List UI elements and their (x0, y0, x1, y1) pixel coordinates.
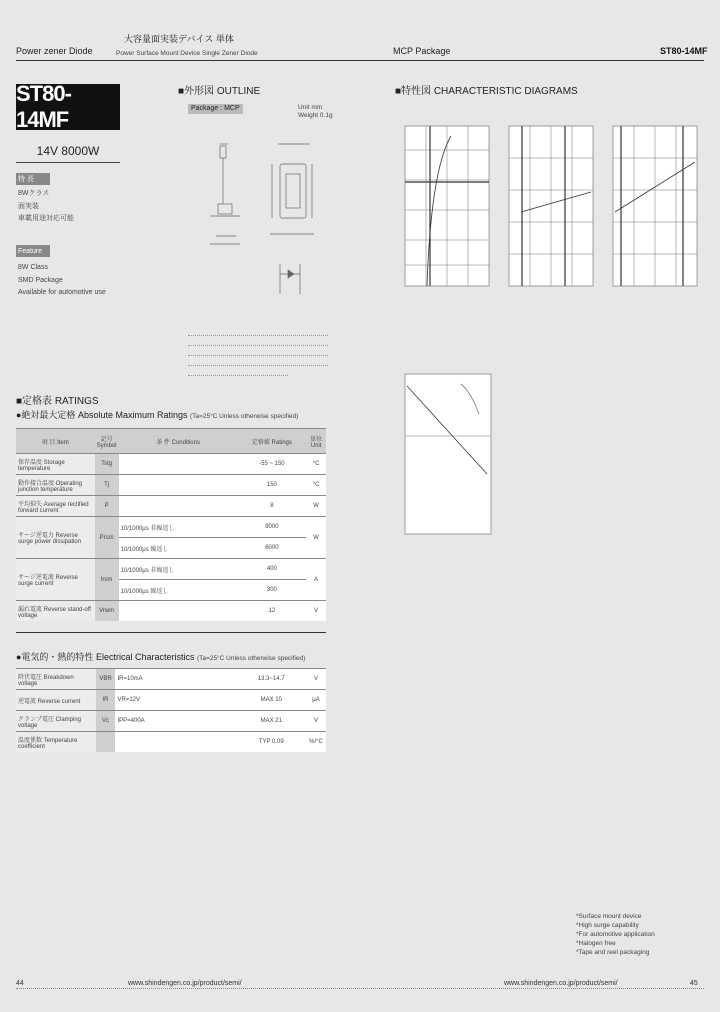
row-conditions (119, 454, 238, 475)
outline-drawing (180, 124, 330, 314)
row-value: 8000 (238, 517, 307, 538)
characteristics-title (395, 82, 578, 97)
features-jp-label: 特 長 (16, 173, 50, 185)
feature-jp-item: 8Wクラス (18, 190, 50, 197)
ratings-title-jp: ■定格表 (16, 396, 53, 407)
outline-unit-note: Unit mm (298, 104, 323, 111)
header-unit: 単位 Unit (306, 429, 326, 454)
row-conditions: 10/1000μs 繰返し (119, 538, 238, 559)
ratings-title (16, 392, 99, 407)
row-value: 6000 (238, 538, 307, 559)
row-symbol: VBR (96, 669, 116, 690)
header-item: 項 目 Item (16, 429, 95, 454)
footer-url-right[interactable]: www.shindengen.co.jp/product/semi/ (504, 980, 618, 987)
abs-max-title-jp: ●絶対最大定格 (16, 410, 76, 420)
outline-title-en: OUTLINE (216, 86, 261, 97)
row-unit: %/°C (306, 732, 326, 753)
footnote: *Tape and reel packaging (576, 949, 650, 956)
feature-en-item: SMD Package (18, 276, 63, 284)
table-row (16, 732, 326, 753)
header-conditions: 条 件 Conditions (119, 429, 238, 454)
row-conditions: IPP=400A (115, 711, 236, 732)
outline-weight-note: Weight 0.1g (298, 112, 333, 119)
row-symbol: Vrwm (95, 601, 119, 622)
feature-jp-item: 面実装 (18, 202, 39, 210)
footnote: *Halogen free (576, 940, 616, 947)
ratings-end-rule (16, 632, 326, 633)
row-conditions (115, 732, 236, 753)
row-value: MAX 21 (236, 711, 306, 732)
row-item: 保存温度 Storage temperature (16, 454, 95, 475)
row-unit: μA (306, 690, 326, 711)
row-value: MAX 10 (236, 690, 306, 711)
electrical-title-jp: ●電気的・熱的特性 (16, 652, 94, 662)
row-unit: °C (306, 475, 326, 496)
ratings-header-row (16, 429, 326, 454)
derating-chart (395, 344, 495, 554)
row-value: 13.3~14.7 (236, 669, 306, 690)
part-spec: 14V 8000W (36, 144, 100, 158)
row-conditions (119, 496, 238, 517)
part-number-box: ST80-14MF (16, 84, 120, 130)
abs-max-title-en: Absolute Maximum Ratings (77, 410, 188, 420)
table-row (16, 454, 326, 475)
features-en-label: Feature (16, 245, 50, 257)
outline-notes (188, 326, 328, 376)
row-symbol: Vc (96, 711, 116, 732)
row-item: サージ逆電力 Reverse surge power dissipation (16, 517, 95, 559)
row-value: 150 (238, 475, 307, 496)
footnote: *High surge capability (576, 922, 639, 929)
spec-rule (16, 162, 120, 163)
row-symbol: P (95, 496, 119, 517)
row-unit: °C (306, 454, 326, 475)
row-conditions: IR=10mA (115, 669, 236, 690)
row-unit: V (306, 711, 326, 732)
outline-title-jp: ■外形図 (178, 86, 215, 97)
row-unit: A (306, 559, 326, 601)
header-title-jp: 大容量面実装デバイス 単体 (124, 34, 234, 44)
abs-max-title (16, 408, 298, 421)
row-item: 漏れ電流 Reverse stand-off voltage (16, 601, 95, 622)
electrical-table (16, 668, 326, 752)
row-item: 降伏電圧 Breakdown voltage (16, 669, 96, 690)
ratings-title-en: RATINGS (54, 396, 99, 407)
row-conditions (119, 601, 238, 622)
row-value: TYP 0.09 (236, 732, 306, 753)
header-category: Power zener Diode (16, 46, 93, 56)
header-rule (16, 60, 704, 61)
table-row (16, 559, 326, 580)
row-value: 8 (238, 496, 307, 517)
footer-page-left: 44 (16, 980, 24, 987)
table-row (16, 690, 326, 711)
row-conditions: VR=12V (115, 690, 236, 711)
row-conditions: 10/1000μs 非繰返し (119, 559, 238, 580)
characteristic-charts (395, 100, 705, 314)
header-title-en: Power Surface Mount Device Single Zener Diode (116, 50, 258, 57)
row-unit: V (306, 601, 326, 622)
table-row (16, 496, 326, 517)
electrical-note: (Ta=25°C Unless otherwise specified) (197, 655, 306, 662)
row-item: 温度係数 Temperature coefficient (16, 732, 96, 753)
row-value: -55 ~ 150 (238, 454, 307, 475)
row-item: 逆電流 Reverse current (16, 690, 96, 711)
characteristics-title-en: CHARACTERISTIC DIAGRAMS (433, 86, 578, 97)
row-value: 400 (238, 559, 307, 580)
footnote: *Surface mount device (576, 913, 642, 920)
row-unit: V (306, 669, 326, 690)
feature-jp-item: 車載用途対応可能 (18, 215, 74, 222)
outline-package-label: Package : MCP (188, 104, 243, 114)
electrical-title-en: Electrical Characteristics (95, 652, 195, 662)
row-symbol: Prsm (95, 517, 119, 559)
characteristics-title-jp: ■特性図 (395, 86, 432, 97)
abs-max-note: (Ta=25°C Unless otherwise specified) (190, 413, 299, 420)
table-row (16, 475, 326, 496)
row-conditions (119, 475, 238, 496)
footnotes (576, 912, 655, 957)
row-item: 平均損失 Average rectified forward current (16, 496, 95, 517)
row-symbol: Tj (95, 475, 119, 496)
table-row (16, 669, 326, 690)
table-row (16, 711, 326, 732)
ratings-table (16, 428, 326, 621)
table-row (16, 517, 326, 538)
row-value: 12 (238, 601, 307, 622)
footer-url-left[interactable]: www.shindengen.co.jp/product/semi/ (128, 980, 242, 987)
header-ratings: 定格値 Ratings (238, 429, 307, 454)
table-row (16, 601, 326, 622)
row-value: 300 (238, 580, 307, 601)
electrical-title (16, 650, 305, 663)
footer-rule (16, 988, 704, 989)
header-package: MCP Package (393, 46, 451, 56)
row-conditions: 10/1000μs 繰返し (119, 580, 238, 601)
row-item: クランプ電圧 Clamping voltage (16, 711, 96, 732)
row-unit: W (306, 496, 326, 517)
header-part-number: ST80-14MF (660, 46, 708, 56)
row-item: サージ逆電流 Reverse surge current (16, 559, 95, 601)
row-conditions: 10/1000μs 非繰返し (119, 517, 238, 538)
footer-page-right: 45 (690, 980, 698, 987)
row-symbol (96, 732, 116, 753)
feature-en-item: Available for automotive use (18, 289, 106, 296)
outline-title (178, 82, 260, 97)
features-jp-list (18, 188, 74, 226)
footnote: *For automotive application (576, 931, 655, 938)
row-item: 動作接合温度 Operating junction temperature (16, 475, 95, 496)
row-symbol: Tstg (95, 454, 119, 475)
features-en-list (18, 262, 106, 300)
row-symbol: Irsm (95, 559, 119, 601)
header-symbol: 記号 Symbol (95, 429, 119, 454)
row-symbol: IR (96, 690, 116, 711)
row-unit: W (306, 517, 326, 559)
feature-en-item: 8W Class (18, 264, 48, 271)
